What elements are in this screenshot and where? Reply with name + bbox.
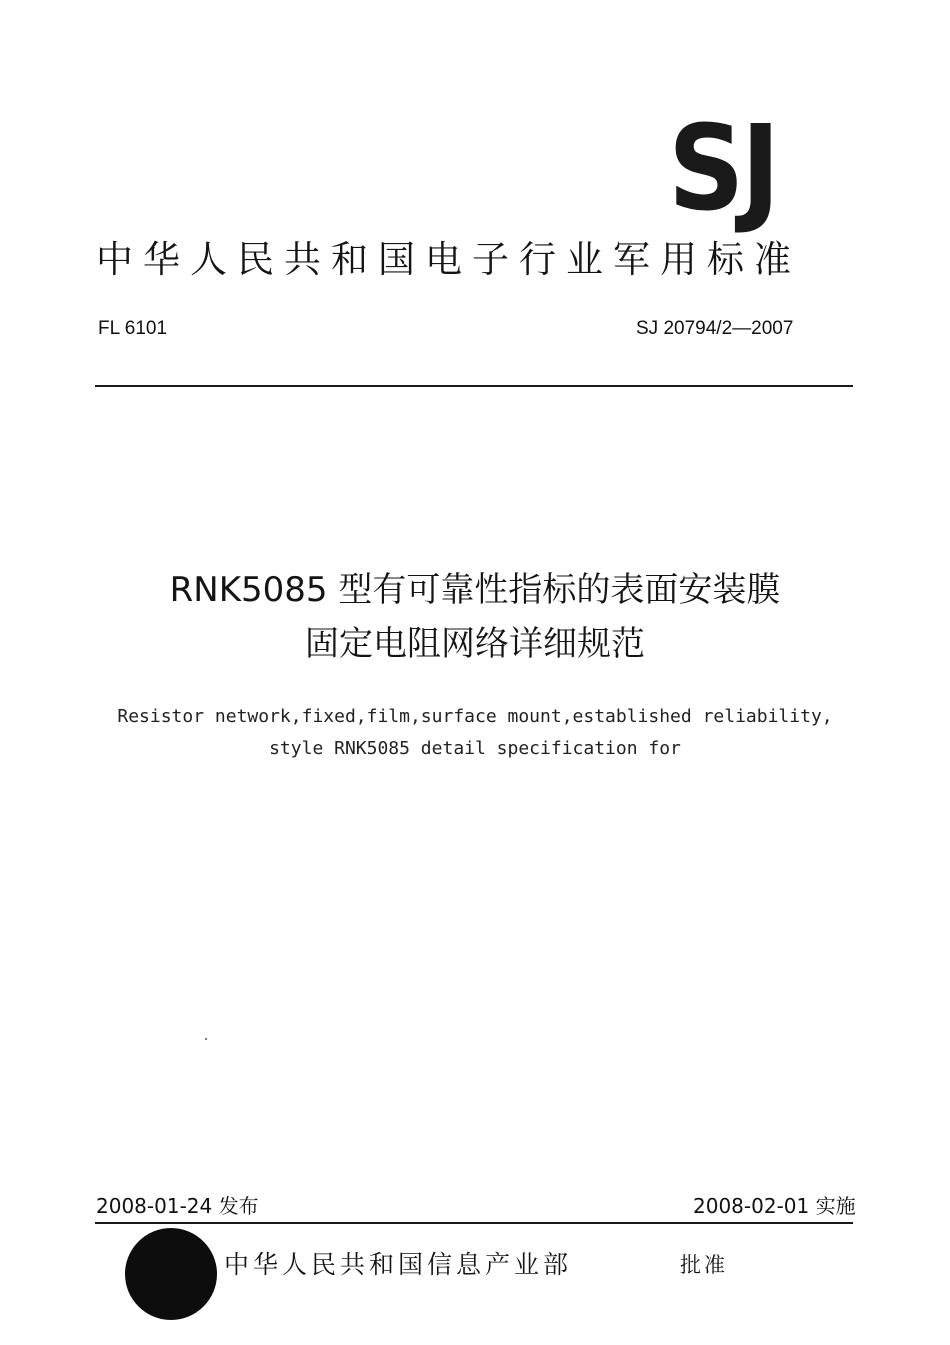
standard-number: SJ 20794/2—2007 <box>636 318 794 339</box>
standard-type-heading: 中华人民共和国电子行业军用标准 <box>96 238 801 281</box>
issuing-authority: 中华人民共和国信息产业部 <box>224 1250 573 1279</box>
implementation-date: 2008-02-01 实施 <box>693 1194 856 1218</box>
title-en-line1: Resistor network,fixed,film,surface mount,established reliability, <box>117 706 833 727</box>
title-en-line2: style RNK5085 detail specification for <box>269 738 681 759</box>
title-zh-line2: 固定电阻网络详细规范 <box>305 624 645 664</box>
issue-date: 2008-01-24 发布 <box>96 1194 259 1218</box>
title-zh-line1: RNK5085 型有可靠性指标的表面安装膜 <box>169 570 781 610</box>
emblem-icon <box>125 1228 217 1320</box>
sj-logo: SJ <box>668 99 777 237</box>
header-divider <box>95 385 853 387</box>
scan-speck <box>205 1038 207 1040</box>
classification-code: FL 6101 <box>98 318 168 339</box>
approval-label: 批准 <box>680 1253 728 1277</box>
footer-divider <box>95 1222 853 1224</box>
